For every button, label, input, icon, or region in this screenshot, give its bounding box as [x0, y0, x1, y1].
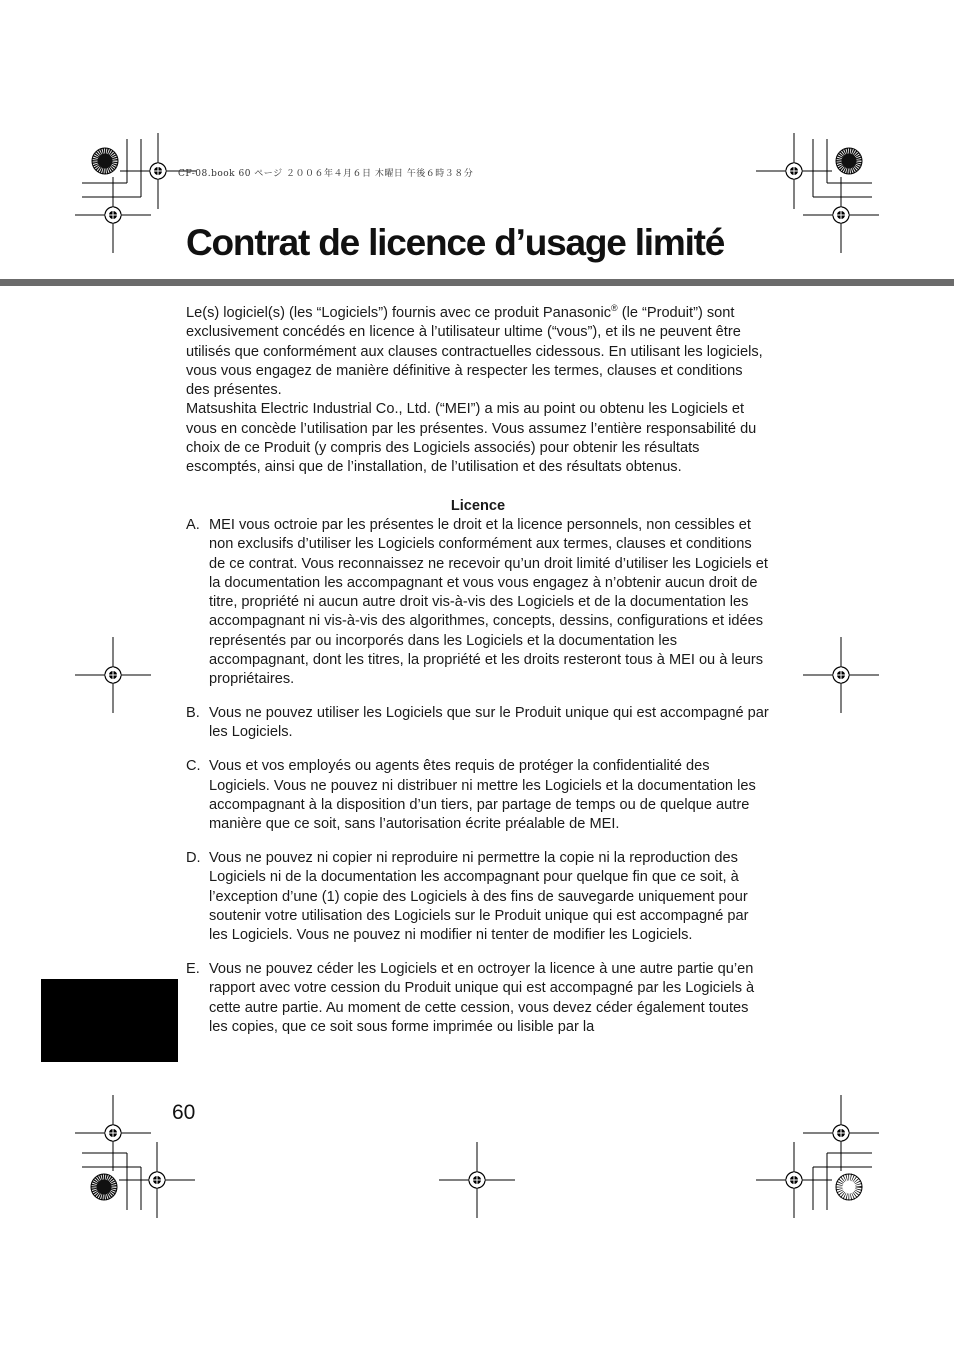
clause-text: Vous ne pouvez céder les Logiciels et en octroyer la licence à une autre partie qu’en rapport avec votre cession du Produit unique qui est accompagné par les Logiciels à cette autre partie. Au moment de cette cession, vous devez céder également toutes les copies, que ce soit sous forme imprimée ou lisible par la [209, 960, 755, 1035]
clause-c [186, 757, 770, 834]
side-thumb-tab [41, 979, 178, 1062]
registration-mark-bottom [439, 1142, 515, 1218]
clause-letter: A. [186, 516, 200, 533]
crop-mark-bottom-right [756, 1095, 879, 1218]
licence-clauses [186, 516, 770, 1037]
clause-text: Vous ne pouvez utiliser les Logiciels que sur le Produit unique qui est accompagné par les Logiciels. [209, 705, 769, 741]
clause-letter: E. [186, 960, 200, 977]
clause-text: Vous ne pouvez ni copier ni reproduire ni permettre la copie ni la reproduction des Logiciels ni de la documentation les accompagnant pour quelque fin que ce soit, à l’exception d’une (1) copie des Logiciels à des fins de sauvegarde uniquement pour soutenir votre utilisation des Logiciels sur le Produit unique qui est accompagné par les Logiciels. Vous ne pouvez ni modifier ni tenter de modifier les Logiciels. [209, 849, 749, 944]
clause-text: MEI vous octroie par les présentes le droit et la licence personnels, non cessibles et non exclusifs d’utiliser les Logiciels conformément aux termes, clauses et conditions de ce contrat. Vous reconnaissez ne recevoir qu’un droit limité d’utiliser les Logiciels et la documentation les accompagnant et vous vous engagez à n’obtenir aucun droit de titre, propriété ni aucun autre droit vis-à-vis des Logiciels et de la documentation les accompagnant ni vis-à-vis des algorithmes, concepts, dessins, configurations et idées représentés par ou incorporés dans les Logiciels et la documentation les accompagnant, dont les titres, la propriété et les droits resteront tous à MEI ou à leurs propriétaires. [209, 516, 768, 688]
crop-mark-top-right [756, 133, 879, 253]
clause-letter: D. [186, 849, 201, 866]
document-body [186, 304, 770, 1052]
clause-d [186, 849, 770, 945]
clause-e [186, 960, 770, 1037]
clause-a [186, 516, 770, 690]
registration-mark-left [75, 637, 151, 713]
registered-mark: ® [611, 303, 618, 314]
clause-text: Vous et vos employés ou agents êtes requis de protéger la confidentialité des Logiciels. Vous ne pouvez ni distribuer ni mettre les Logiciels et la documentation les accompagnant à la disposition d’un tiers, par partage de temps ou de quelque autre manière que ce soit, sans l’autorisation écrite préalable de MEI. [209, 758, 756, 833]
intro-paragraph-1: Le(s) logiciel(s) (les “Logiciels”) fournis avec ce produit Panasonic® (le “Produit”) sont exclusivement concédés en licence à l’utilisateur ultime (“vous”), et ils ne peuvent être utilisés que conformément aux clauses contractuelles cidessous. En utilisant les logiciels, vous vous engagez de manière définitive à respecter les termes, clauses et conditions [186, 303, 763, 379]
crop-mark-top-left [75, 133, 196, 253]
page-number: 60 [172, 1101, 196, 1124]
page-title: Contrat de licence d’usage limité [186, 222, 725, 263]
registration-mark-right [803, 637, 879, 713]
print-info-header: CF-08.book 60 ページ ２００６年４月６日 木曜日 午後６時３８分 [178, 169, 474, 179]
intro-paragraph-3: Matsushita Electric Industrial Co., Ltd. (“MEI”) a mis au point ou obtenu les Logiciels et vous en concède l’utilisation par les présentes. Vous assumez l’entière responsabilité du choix de ce Produit (y compris des Logiciels associés) pour obtenir les résultats escomptés, ainsi que de l’installation, de l’utilisation et des résultats obtenus. [186, 401, 757, 476]
clause-letter: C. [186, 758, 201, 775]
clause-letter: B. [186, 705, 200, 722]
section-heading-licence: Licence [450, 497, 506, 514]
intro-paragraph-2: des présentes. [186, 382, 282, 399]
clause-b [186, 704, 770, 743]
title-rule [0, 279, 954, 286]
